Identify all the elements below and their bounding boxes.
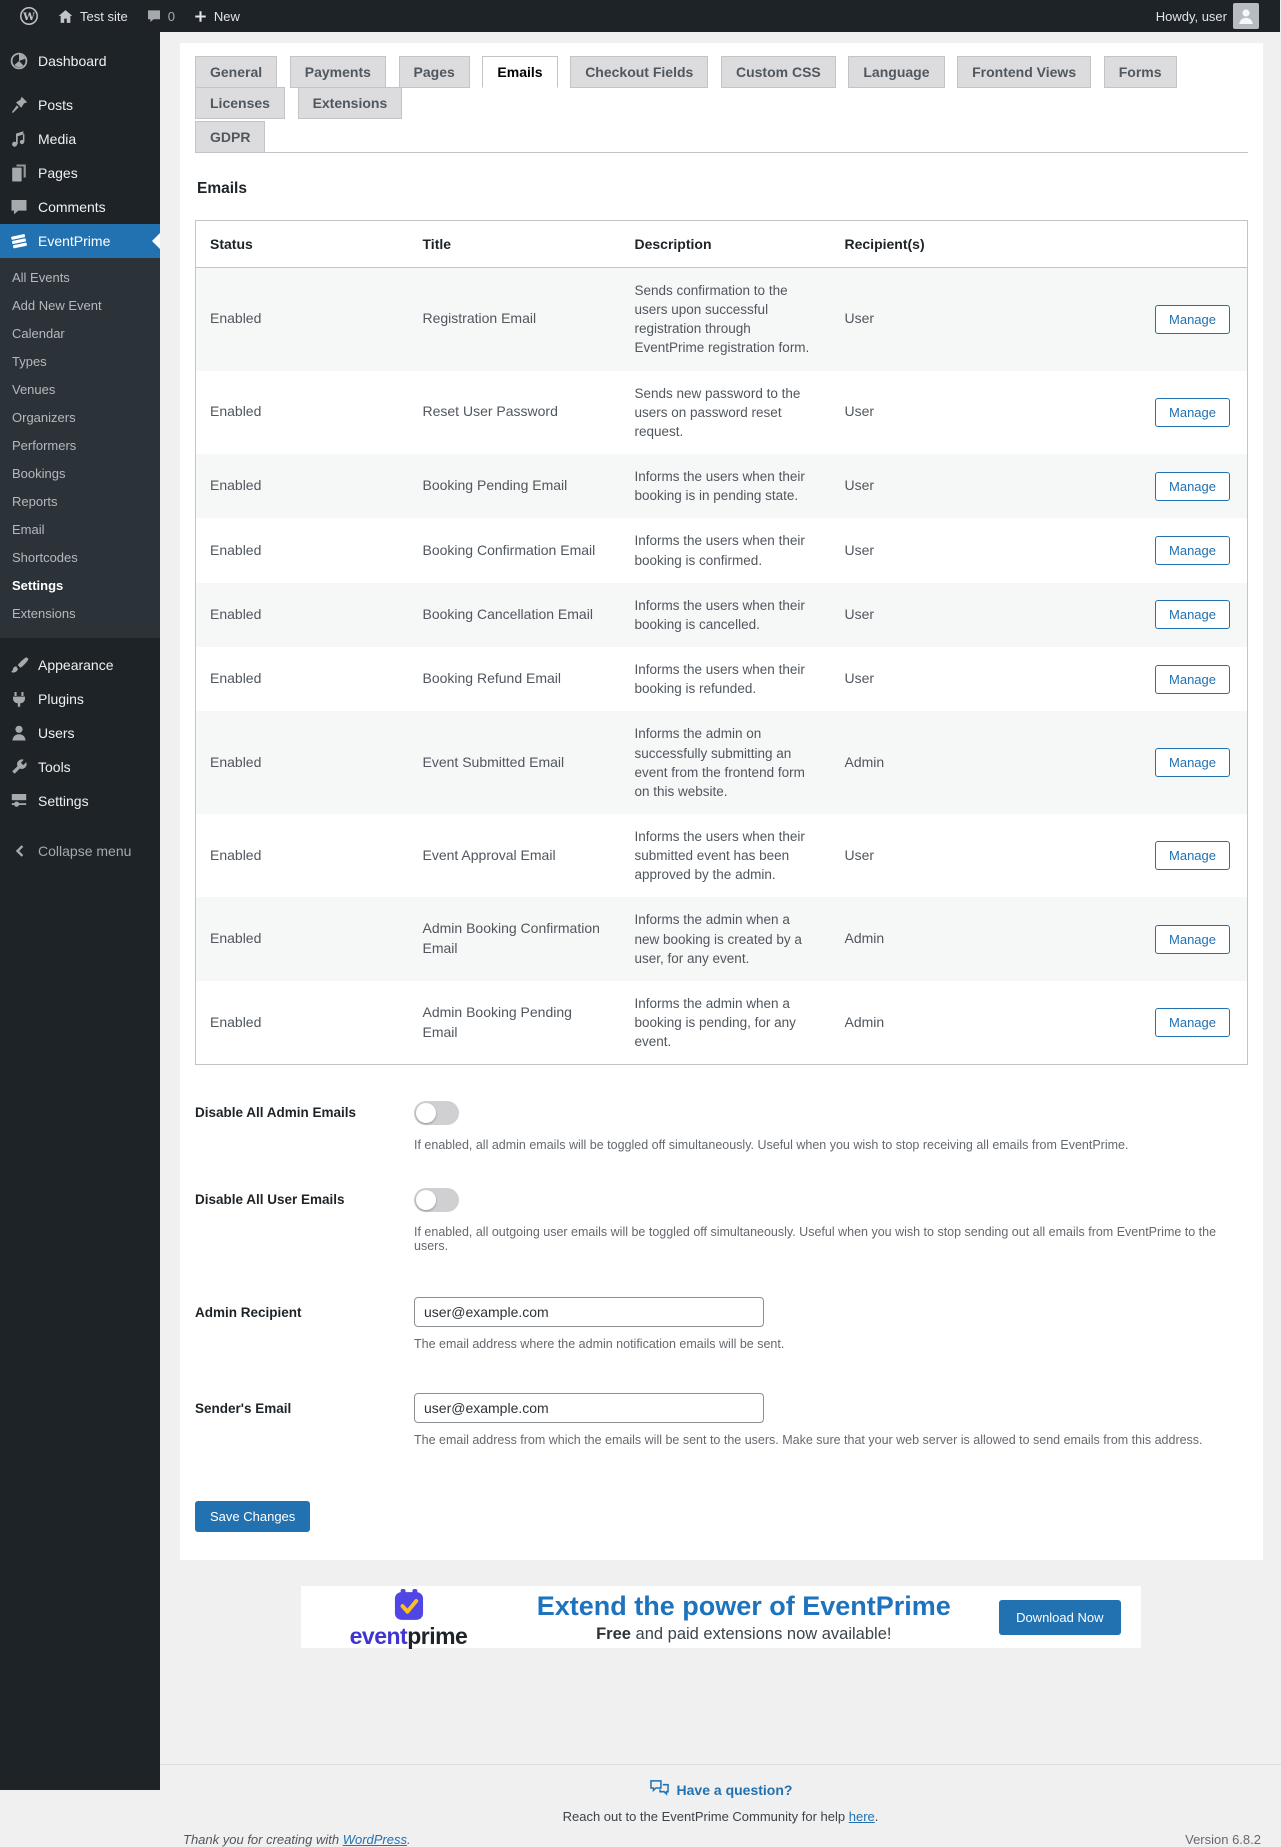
menu-separator (0, 78, 160, 88)
row-title: Booking Cancellation Email (422, 605, 593, 622)
toggle-knob (416, 1103, 436, 1123)
tab-emails[interactable]: Emails (482, 56, 557, 88)
sender-email-row (195, 1393, 1248, 1447)
row-status: Enabled (210, 670, 262, 687)
manage-button[interactable]: Manage (1155, 305, 1230, 334)
tab-pages[interactable]: Pages (399, 56, 470, 88)
sidebar-item-media[interactable] (0, 122, 160, 156)
site-name-label: Test site (80, 8, 128, 24)
collapse-arrow-icon (9, 841, 29, 861)
disable-admin-emails-label: Disable All Admin Emails (195, 1105, 357, 1121)
sidebar-item-tools[interactable] (0, 750, 160, 784)
pages-icon (9, 163, 29, 183)
row-description: Informs the users when their booking is refunded. (634, 662, 805, 697)
row-recipient: User (844, 605, 875, 622)
version-label: Version 6.8.2 (1185, 1832, 1261, 1847)
reach-out-line: Reach out to the EventPrime Community for help here. (562, 1809, 879, 1825)
row-recipient: User (844, 310, 875, 327)
sidebar-item-plugins[interactable] (0, 682, 160, 716)
sidebar-item-label: Settings (38, 793, 89, 809)
admin-recipient-row (195, 1297, 1248, 1351)
table-row (196, 371, 1248, 454)
plug-icon (9, 689, 29, 709)
sidebar-item-label: Posts (38, 97, 74, 113)
row-title: Booking Refund Email (422, 670, 562, 687)
tab-frontend-views[interactable]: Frontend Views (957, 56, 1091, 88)
row-recipient: User (844, 541, 875, 558)
table-row (196, 897, 1248, 980)
home-icon (57, 8, 74, 25)
admin-sidebar (0, 32, 160, 1790)
manage-button[interactable]: Manage (1155, 536, 1230, 565)
eventprime-wordmark: eventprime (349, 1623, 468, 1650)
row-title: Booking Pending Email (422, 477, 568, 494)
row-recipient: Admin (844, 930, 885, 947)
col-header-status: Status (196, 221, 409, 268)
submenu-item-calendar[interactable]: Calendar (12, 326, 65, 341)
tab-extensions[interactable]: Extensions (298, 87, 403, 119)
menu-separator (0, 638, 160, 648)
row-status: Enabled (210, 541, 262, 558)
table-header-row (196, 221, 1248, 268)
sidebar-item-dashboard[interactable] (0, 44, 160, 78)
avatar (1233, 3, 1259, 29)
row-recipient: User (844, 670, 875, 687)
submenu-item-organizers[interactable]: Organizers (12, 410, 76, 425)
table-row (196, 711, 1248, 814)
sidebar-item-pages[interactable] (0, 156, 160, 190)
table-row (196, 583, 1248, 647)
tab-payments[interactable]: Payments (290, 56, 386, 88)
submenu-item-all-events[interactable]: All Events (12, 270, 70, 285)
sidebar-item-users[interactable] (0, 716, 160, 750)
disable-user-emails-help: If enabled, all outgoing user emails will be toggled off simultaneously. Useful when you wish to stop sending out all emails from EventPrime to the users. (414, 1225, 1217, 1254)
row-description: Informs the users when their booking is in pending state. (634, 469, 805, 504)
submenu-item-extensions[interactable]: Extensions (12, 606, 76, 621)
row-description: Informs the users when their submitted event has been approved by the admin. (634, 828, 805, 883)
submenu-item-shortcodes[interactable]: Shortcodes (12, 550, 78, 565)
submenu-item-types[interactable]: Types (12, 354, 47, 369)
row-title: Admin Booking Confirmation Email (422, 920, 600, 957)
banner-subtitle: Free and paid extensions now available! (596, 1624, 892, 1643)
sidebar-item-label: Comments (38, 199, 106, 215)
sender-email-help: The email address from which the emails will be sent to the users. Make sure that your web server is allowed to send emails from this address. (414, 1433, 1203, 1448)
col-header-description: Description (621, 221, 831, 268)
site-name-link[interactable] (48, 0, 137, 32)
submenu-item-add-new-event[interactable]: Add New Event (12, 298, 102, 313)
manage-button[interactable]: Manage (1155, 1008, 1230, 1037)
row-recipient: User (844, 403, 875, 420)
col-header-title: Title (409, 221, 621, 268)
row-title: Event Submitted Email (422, 753, 565, 770)
svg-text:W: W (23, 11, 35, 23)
disable-admin-emails-help: If enabled, all admin emails will be toggled off simultaneously. Useful when you wish to stop receiving all emails from EventPrime. (414, 1138, 1129, 1153)
tab-checkout-fields[interactable]: Checkout Fields (570, 56, 708, 88)
row-status: Enabled (210, 403, 262, 420)
admin-recipient-input[interactable] (414, 1297, 764, 1327)
emails-table (195, 220, 1248, 1065)
row-description: Informs the users when their booking is confirmed. (634, 533, 805, 568)
row-title: Admin Booking Pending Email (422, 1003, 572, 1040)
disable-user-emails-row (195, 1188, 1248, 1253)
disable-user-emails-toggle[interactable] (414, 1188, 459, 1212)
comments-bubble-item[interactable] (137, 0, 184, 32)
howdy-user-menu[interactable] (1147, 0, 1268, 32)
sidebar-item-eventprime[interactable] (0, 224, 160, 258)
sidebar-item-posts[interactable] (0, 88, 160, 122)
admin-bar (0, 0, 1280, 32)
content-area (160, 32, 1281, 1847)
plus-icon (193, 9, 208, 24)
sidebar-item-label: Users (38, 725, 75, 741)
sidebar-item-label: Appearance (38, 657, 114, 673)
page-title: Emails (197, 180, 247, 197)
here-link[interactable]: here (848, 1809, 875, 1825)
chat-bubbles-icon (649, 1779, 670, 1800)
sender-email-label: Sender's Email (195, 1401, 292, 1417)
submenu-item-email[interactable]: Email (12, 522, 45, 537)
manage-button[interactable]: Manage (1155, 665, 1230, 694)
row-title: Registration Email (422, 310, 537, 327)
table-row (196, 647, 1248, 711)
pin-icon (9, 95, 29, 115)
disable-user-emails-label: Disable All User Emails (195, 1192, 345, 1208)
sidebar-item-label: Dashboard (38, 53, 107, 69)
comment-bubble-icon (146, 8, 162, 24)
user-icon (9, 723, 29, 743)
sidebar-item-label: Pages (38, 165, 78, 181)
page-footer (160, 1764, 1281, 1847)
settings-card (180, 43, 1263, 1560)
manage-button[interactable]: Manage (1155, 748, 1230, 777)
tab-forms[interactable]: Forms (1104, 56, 1177, 88)
sidebar-item-label: EventPrime (38, 233, 111, 249)
sidebar-item-label: Plugins (38, 691, 84, 707)
comments-icon (9, 197, 29, 217)
row-description: Informs the admin when a booking is pending, for any event. (634, 995, 796, 1050)
tab-general[interactable]: General (195, 56, 277, 88)
col-header-actions (1031, 221, 1248, 268)
have-a-question (160, 1779, 1281, 1800)
thank-you-line: Thank you for creating with WordPress. (183, 1832, 411, 1847)
sidebar-item-label: Tools (38, 759, 71, 775)
row-description: Informs the admin on successfully submitting an event from the frontend form on this website. (634, 726, 805, 799)
table-row (196, 981, 1248, 1065)
admin-recipient-label: Admin Recipient (195, 1305, 302, 1321)
row-title: Booking Confirmation Email (422, 541, 596, 558)
sidebar-item-comments[interactable] (0, 190, 160, 224)
submenu-item-bookings[interactable]: Bookings (12, 466, 66, 481)
new-content-item[interactable] (184, 0, 249, 32)
sidebar-item-appearance[interactable] (0, 648, 160, 682)
row-status: Enabled (210, 310, 262, 327)
row-status: Enabled (210, 846, 262, 863)
settings-tab-bar (195, 56, 1248, 153)
submenu-item-venues[interactable]: Venues (12, 382, 56, 397)
row-description: Sends new password to the users on password reset request. (634, 385, 801, 439)
eventprime-submenu (0, 258, 160, 638)
row-description: Informs the admin when a new booking is created by a user, for any event. (634, 912, 802, 966)
submenu-item-performers[interactable]: Performers (12, 438, 77, 453)
wordpress-link[interactable]: WordPress (342, 1832, 407, 1847)
row-title: Reset User Password (422, 403, 558, 420)
comments-count: 0 (167, 8, 175, 24)
manage-button[interactable]: Manage (1155, 398, 1230, 427)
admin-recipient-help: The email address where the admin notification emails will be sent. (414, 1337, 785, 1352)
table-row (196, 814, 1248, 897)
manage-button[interactable]: Manage (1155, 600, 1230, 629)
row-recipient: User (844, 477, 875, 494)
row-recipient: Admin (844, 753, 885, 770)
sender-email-input[interactable] (414, 1393, 764, 1423)
disable-admin-emails-toggle[interactable] (414, 1101, 459, 1125)
download-now-button[interactable]: Download Now (999, 1600, 1120, 1635)
row-status: Enabled (210, 605, 262, 622)
tab-gdpr[interactable]: GDPR (195, 121, 265, 153)
eventprime-logo-icon (390, 1586, 428, 1624)
table-row (196, 454, 1248, 518)
row-title: Event Approval Email (422, 846, 556, 863)
manage-button[interactable]: Manage (1155, 925, 1230, 954)
collapse-menu-button[interactable] (0, 834, 160, 868)
toggle-knob (416, 1190, 436, 1210)
submenu-item-reports[interactable]: Reports (12, 494, 58, 509)
row-recipient: User (844, 846, 875, 863)
row-status: Enabled (210, 753, 262, 770)
media-icon (9, 129, 29, 149)
save-changes-button[interactable]: Save Changes (195, 1501, 310, 1532)
eventprime-promo-banner (301, 1586, 1141, 1648)
manage-button[interactable]: Manage (1155, 841, 1230, 870)
sidebar-item-settings[interactable] (0, 784, 160, 818)
row-description: Sends confirmation to the users upon successful registration through EventPrime registration form. (634, 283, 810, 356)
row-recipient: Admin (844, 1013, 885, 1030)
submenu-item-settings[interactable]: Settings (12, 578, 64, 593)
have-a-question-label: Have a question? (676, 1781, 793, 1798)
row-status: Enabled (210, 477, 262, 494)
tab-language[interactable]: Language (848, 56, 944, 88)
new-label: New (213, 8, 240, 24)
row-description: Informs the users when their booking is cancelled. (634, 597, 805, 632)
row-status: Enabled (210, 1013, 262, 1030)
howdy-label: Howdy, user (1155, 8, 1227, 24)
table-row (196, 268, 1248, 371)
eventprime-logo (329, 1586, 489, 1648)
table-row (196, 518, 1248, 582)
eventprime-icon (9, 231, 29, 251)
brush-icon (9, 655, 29, 675)
dashboard-icon (9, 51, 29, 71)
wrench-icon (9, 757, 29, 777)
disable-admin-emails-row (195, 1101, 1248, 1152)
wordpress-logo-icon (19, 6, 39, 26)
collapse-menu-label: Collapse menu (38, 843, 132, 859)
sidebar-item-label: Media (38, 131, 77, 147)
tab-licenses[interactable]: Licenses (195, 87, 285, 119)
manage-button[interactable]: Manage (1155, 472, 1230, 501)
banner-headline: Extend the power of EventPrime (536, 1590, 951, 1621)
sliders-icon (9, 791, 29, 811)
tab-custom-css[interactable]: Custom CSS (721, 56, 836, 88)
wordpress-logo-menu[interactable] (10, 0, 48, 32)
col-header-recipients: Recipient(s) (831, 221, 1031, 268)
row-status: Enabled (210, 930, 262, 947)
